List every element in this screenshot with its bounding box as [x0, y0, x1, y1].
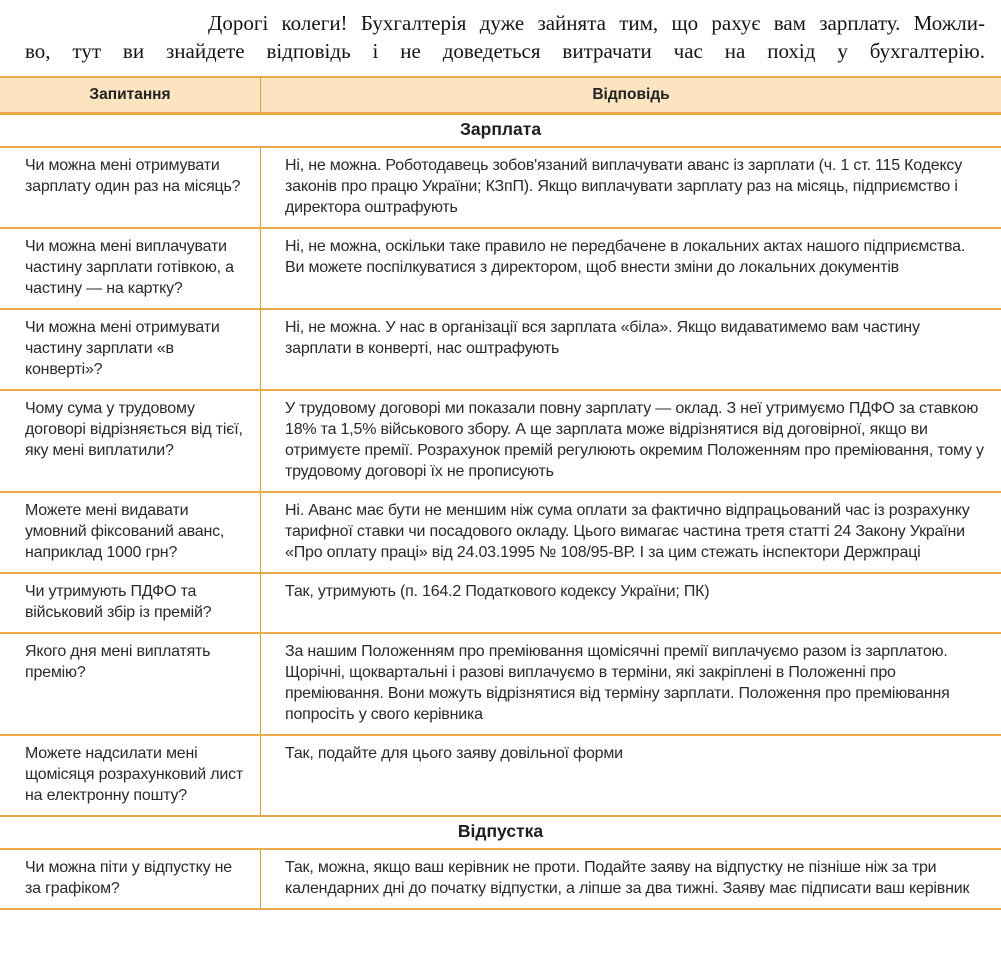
intro-paragraph: [25, 9, 985, 65]
table-row: [0, 310, 1001, 391]
section-header-vidpustka: Відпустка: [0, 817, 1001, 850]
answer-cell: За нашим Положенням про преміювання щомісячні премії виплачуємо разом із зарплатою. Щорічні, щоквартальні і разові виплачуємо в терміни, які закріплені в Положенні про преміювання. Вони можуть відрізнятися від терміну зарплати. Положення про преміювання попросіть у свого керівника: [260, 634, 1001, 734]
answer-cell: Так, можна, якщо ваш керівник не проти. Подайте заяву на відпустку не пізніше ніж за три календарних дні до початку відпустки, а ліпше за два тижні. Заяву має підписати ваш керівник: [260, 850, 1001, 908]
table-row: [0, 574, 1001, 634]
answer-cell: Ні, не можна. Роботодавець зобов'язаний виплачувати аванс із зарплати (ч. 1 ст. 115 Кодексу законів про працю України; КЗпП). Якщо виплачувати зарплату раз на місяць, підприємство і директора оштрафують: [260, 148, 1001, 227]
intro-line-1: Дорогі колеги! Бухгалтерія дуже зайнята тим, що рахує вам зарплату. Можли-: [208, 11, 985, 35]
table-row: [0, 229, 1001, 310]
answer-cell: Так, утримують (п. 164.2 Податкового кодексу України; ПК): [260, 574, 1001, 632]
question-cell: Чи можна мені виплачувати частину зарплати готівкою, а частину — на картку?: [25, 238, 234, 297]
table-row: [0, 493, 1001, 574]
column-header-answer: Відповідь: [260, 78, 1001, 112]
qa-table: [0, 76, 1001, 910]
answer-cell: Ні, не можна. У нас в організації вся зарплата «біла». Якщо видаватимемо вам частину зарплати в конверті, нас оштрафують: [260, 310, 1001, 389]
answer-cell: У трудовому договорі ми показали повну зарплату — оклад. З неї утримуємо ПДФО за ставкою 18% та 1,5% військового збору. А ще зарплата може відрізнятися від договірної, якщо ви отримуєте премії. Розрахунок премій регулюють окремим Положенням про преміювання, тому у трудовому договорі їх не прописують: [260, 391, 1001, 491]
column-header-question: Запитання: [89, 86, 171, 103]
question-cell: Чи можна мені отримувати зарплату один раз на місяць?: [25, 157, 241, 195]
answer-cell: Ні. Аванс має бути не меншим ніж сума оплати за фактично відпрацьований час із розрахунку тарифної ставки чи посадового окладу. Цього вимагає частина третя статті 24 Закону України «Про оплату праці» від 24.03.1995 № 108/95-ВР. І за цим стежать інспектори Держпраці: [260, 493, 1001, 572]
intro-line-2: во, тут ви знайдете відповідь і не доведеться витрачати час на похід у бухгалтерію.: [25, 39, 985, 63]
question-cell: Чи можна піти у відпустку не за графіком?: [25, 859, 232, 897]
question-cell: Якого дня мені виплатять премію?: [25, 643, 211, 681]
section-header-zarplata: Зарплата: [0, 115, 1001, 148]
question-cell: Чому сума у трудовому договорі відрізняється від тієї, яку мені виплатили?: [25, 400, 243, 459]
table-header-row: [0, 78, 1001, 115]
question-cell: Можете надсилати мені щомісяця розрахунковий лист на електронну пошту?: [25, 745, 244, 804]
table-row: [0, 391, 1001, 493]
table-row: [0, 148, 1001, 229]
answer-cell: Так, подайте для цього заяву довільної форми: [260, 736, 1001, 815]
table-row: [0, 736, 1001, 817]
answer-cell: Ні, не можна, оскільки таке правило не передбачене в локальних актах нашого підприємства. Ви можете поспілкуватися з директором, щоб внести зміни до локальних документів: [260, 229, 1001, 308]
question-cell: Чи можна мені отримувати частину зарплати «в конверті»?: [25, 319, 220, 378]
table-row: [0, 850, 1001, 910]
table-row: [0, 634, 1001, 736]
question-cell: Чи утримують ПДФО та військовий збір із премій?: [25, 583, 212, 621]
question-cell: Можете мені видавати умовний фіксований аванс, наприклад 1000 грн?: [25, 502, 225, 561]
